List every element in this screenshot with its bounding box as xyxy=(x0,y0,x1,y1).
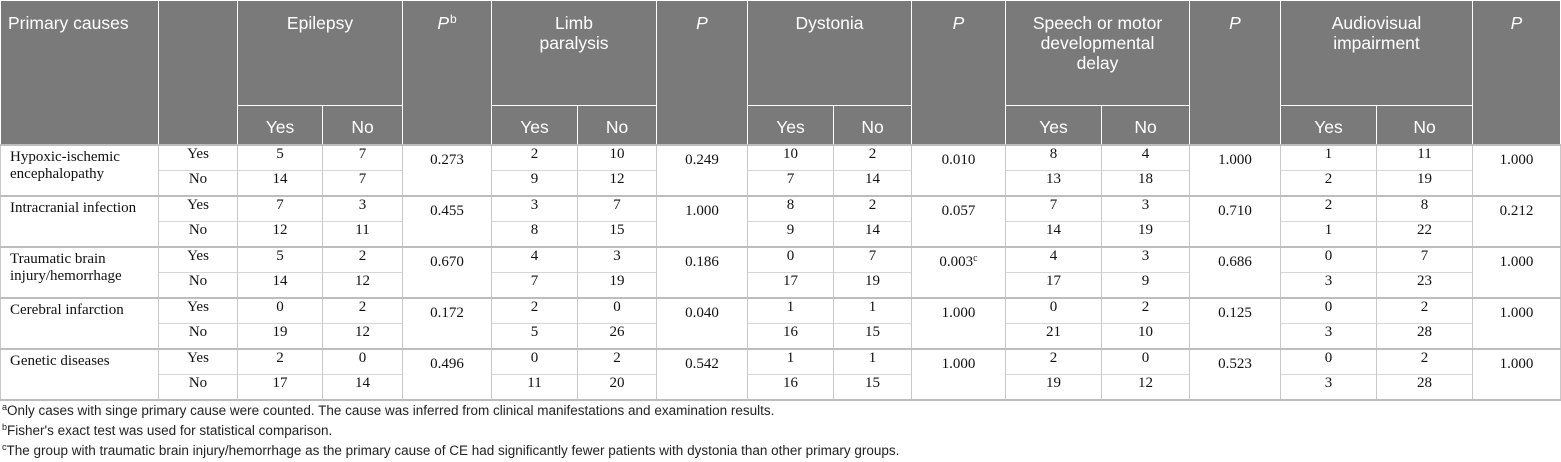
count-cell: 2 xyxy=(1006,349,1102,375)
header-group-epilepsy: Epilepsy xyxy=(238,1,403,106)
count-cell: 3 xyxy=(1281,324,1377,350)
p-value: 0.212 xyxy=(1499,203,1534,219)
p-value-cell xyxy=(403,196,492,247)
count-cell: 2 xyxy=(1281,196,1377,222)
count-cell: 3 xyxy=(578,247,657,273)
count-cell: 0 xyxy=(492,349,578,375)
count-cell: 9 xyxy=(748,222,834,248)
count-cell: 4 xyxy=(1006,247,1102,273)
footnote xyxy=(2,421,899,441)
primary-cause-cell: Traumatic brain injury/hemorrhage xyxy=(1,247,159,298)
count-cell: 18 xyxy=(1102,171,1190,197)
header-group-dystonia: Dystonia xyxy=(748,1,912,106)
count-cell: 19 xyxy=(1102,222,1190,248)
p-value-cell xyxy=(1190,196,1281,247)
p-value-cell xyxy=(912,349,1006,400)
count-cell: 8 xyxy=(1377,196,1473,222)
count-cell: 1 xyxy=(1281,222,1377,248)
count-cell: 9 xyxy=(1102,273,1190,299)
count-cell: 5 xyxy=(238,145,323,171)
p-value: 0.186 xyxy=(685,254,719,270)
count-cell: 12 xyxy=(578,171,657,197)
count-cell: 2 xyxy=(1102,298,1190,324)
p-value-cell xyxy=(1473,349,1561,400)
count-cell: 1 xyxy=(1281,145,1377,171)
count-cell: 7 xyxy=(834,247,912,273)
p-value: 0.670 xyxy=(430,254,464,270)
table-row xyxy=(1,273,1561,299)
count-cell: 4 xyxy=(1102,145,1190,171)
p-value-cell xyxy=(1473,145,1561,196)
count-cell: 2 xyxy=(834,196,912,222)
table-row xyxy=(1,222,1561,248)
table-body xyxy=(1,145,1561,400)
p-value: 0.273 xyxy=(430,152,464,168)
p-value-cell xyxy=(1190,298,1281,349)
p-value: 0.249 xyxy=(685,152,719,168)
count-cell: 0 xyxy=(1281,349,1377,375)
p-value: 0.010 xyxy=(941,152,976,168)
count-cell: 1 xyxy=(748,298,834,324)
p-value: 0.686 xyxy=(1218,254,1252,270)
header-group-speech-delay: Speech or motor developmental delay xyxy=(1006,1,1190,106)
count-cell: 2 xyxy=(1281,171,1377,197)
p-value: 1.000 xyxy=(1499,305,1534,321)
count-cell: 5 xyxy=(492,324,578,350)
count-cell: 15 xyxy=(834,324,912,350)
count-cell: 14 xyxy=(323,375,403,401)
table-row xyxy=(1,349,1561,375)
count-cell: 0 xyxy=(578,298,657,324)
table-row xyxy=(1,375,1561,401)
p-value: 1.000 xyxy=(941,356,976,372)
p-value: 0.710 xyxy=(1218,203,1252,219)
count-cell: 11 xyxy=(323,222,403,248)
count-cell: 0 xyxy=(748,247,834,273)
header-p-epilepsy: $P^b$ xyxy=(403,1,492,146)
p-value: 0.496 xyxy=(430,356,464,372)
footnote-text: Fisher's exact test was used for statistical comparison. xyxy=(7,423,333,438)
count-cell: 10 xyxy=(578,145,657,171)
footnote-mark: c xyxy=(2,442,7,452)
header-group-limb-paralysis: Limb paralysis xyxy=(492,1,657,106)
count-cell: 2 xyxy=(492,298,578,324)
table-row xyxy=(1,247,1561,273)
p-value-cell xyxy=(403,298,492,349)
count-cell: 1 xyxy=(834,349,912,375)
row-yes-label: Yes xyxy=(159,196,238,222)
row-yes-label: Yes xyxy=(159,349,238,375)
count-cell: 28 xyxy=(1377,375,1473,401)
count-cell: 12 xyxy=(323,273,403,299)
count-cell: 13 xyxy=(1006,171,1102,197)
p-value: 1.000 xyxy=(1499,356,1534,372)
count-cell: 0 xyxy=(238,298,323,324)
table-row xyxy=(1,298,1561,324)
header-yes: Yes xyxy=(1006,106,1102,146)
count-cell: 14 xyxy=(238,171,323,197)
count-cell: 10 xyxy=(1102,324,1190,350)
count-cell: 17 xyxy=(748,273,834,299)
header-yes: Yes xyxy=(1281,106,1377,146)
count-cell: 2 xyxy=(1377,298,1473,324)
row-no-label: No xyxy=(159,324,238,350)
p-value-cell xyxy=(403,247,492,298)
p-value-cell xyxy=(1190,247,1281,298)
header-p-audiovisual: P xyxy=(1473,1,1561,146)
count-cell: 16 xyxy=(748,375,834,401)
header-no: No xyxy=(578,106,657,146)
primary-cause-cell: Intracranial infection xyxy=(1,196,159,247)
count-cell: 7 xyxy=(748,171,834,197)
header-blank xyxy=(159,1,238,146)
p-value-cell xyxy=(403,349,492,400)
header-yes: Yes xyxy=(238,106,323,146)
footnotes xyxy=(2,401,899,461)
count-cell: 3 xyxy=(1102,247,1190,273)
footnote-mark: b xyxy=(2,422,8,432)
count-cell: 10 xyxy=(748,145,834,171)
p-value-cell xyxy=(1190,145,1281,196)
count-cell: 7 xyxy=(323,145,403,171)
p-value: 0.542 xyxy=(685,356,719,372)
count-cell: 19 xyxy=(578,273,657,299)
header-p-speech-delay: P xyxy=(1190,1,1281,146)
p-value-cell xyxy=(1473,247,1561,298)
p-value: 1.000 xyxy=(1218,152,1252,168)
count-cell: 0 xyxy=(1281,298,1377,324)
p-value: 0.003 xyxy=(939,254,974,270)
p-value-cell xyxy=(657,349,748,400)
table-row xyxy=(1,171,1561,197)
row-yes-label: Yes xyxy=(159,145,238,171)
count-cell: 14 xyxy=(238,273,323,299)
table-row xyxy=(1,145,1561,171)
count-cell: 28 xyxy=(1377,324,1473,350)
count-cell: 3 xyxy=(323,196,403,222)
p-value-cell xyxy=(912,196,1006,247)
header-group-audiovisual: Audiovisual impairment xyxy=(1281,1,1473,106)
row-no-label: No xyxy=(159,273,238,299)
count-cell: 7 xyxy=(1377,247,1473,273)
count-cell: 21 xyxy=(1006,324,1102,350)
header-p-dystonia: P xyxy=(912,1,1006,146)
p-value-cell xyxy=(657,145,748,196)
p-value: 0.172 xyxy=(430,305,464,321)
count-cell: 11 xyxy=(1377,145,1473,171)
p-value-cell xyxy=(1473,298,1561,349)
p-value: 1.000 xyxy=(1499,254,1534,270)
p-value-cell xyxy=(912,145,1006,196)
p-value: 0.057 xyxy=(941,203,976,219)
count-cell: 7 xyxy=(578,196,657,222)
p-value-cell xyxy=(1190,349,1281,400)
p-value-cell xyxy=(657,298,748,349)
count-cell: 4 xyxy=(492,247,578,273)
header-no: No xyxy=(323,106,403,146)
count-cell: 14 xyxy=(1006,222,1102,248)
row-no-label: No xyxy=(159,375,238,401)
p-value: 0.040 xyxy=(685,305,719,321)
count-cell: 3 xyxy=(492,196,578,222)
p-value-cell xyxy=(912,247,1006,298)
count-cell: 0 xyxy=(323,349,403,375)
row-no-label: No xyxy=(159,171,238,197)
count-cell: 19 xyxy=(238,324,323,350)
row-yes-label: Yes xyxy=(159,298,238,324)
count-cell: 17 xyxy=(238,375,323,401)
p-value-cell xyxy=(403,145,492,196)
table-row xyxy=(1,196,1561,222)
count-cell: 20 xyxy=(578,375,657,401)
count-cell: 23 xyxy=(1377,273,1473,299)
footnote xyxy=(2,401,899,421)
count-cell: 8 xyxy=(1006,145,1102,171)
primary-cause-cell: Hypoxic-ischemic encephalopathy xyxy=(1,145,159,196)
count-cell: 1 xyxy=(834,298,912,324)
count-cell: 5 xyxy=(238,247,323,273)
header-p-limb-paralysis: P xyxy=(657,1,748,146)
count-cell: 3 xyxy=(1102,196,1190,222)
count-cell: 7 xyxy=(323,171,403,197)
table-header xyxy=(1,1,1561,146)
header-yes: Yes xyxy=(748,106,834,146)
footnote xyxy=(2,441,899,461)
count-cell: 11 xyxy=(492,375,578,401)
count-cell: 8 xyxy=(492,222,578,248)
footnote-text: Only cases with singe primary cause were counted. The cause was inferred from clinical manifestations and examination results. xyxy=(7,403,775,418)
p-value: 1.000 xyxy=(685,203,719,219)
count-cell: 26 xyxy=(578,324,657,350)
count-cell: 12 xyxy=(238,222,323,248)
p-value-cell xyxy=(1473,196,1561,247)
count-cell: 0 xyxy=(1102,349,1190,375)
primary-cause-cell: Genetic diseases xyxy=(1,349,159,400)
count-cell: 8 xyxy=(748,196,834,222)
count-cell: 19 xyxy=(834,273,912,299)
count-cell: 2 xyxy=(1377,349,1473,375)
count-cell: 2 xyxy=(238,349,323,375)
header-no: No xyxy=(834,106,912,146)
p-value: 0.455 xyxy=(430,203,464,219)
p-value-cell xyxy=(657,196,748,247)
count-cell: 9 xyxy=(492,171,578,197)
count-cell: 7 xyxy=(492,273,578,299)
count-cell: 2 xyxy=(578,349,657,375)
count-cell: 15 xyxy=(834,375,912,401)
p-value-cell xyxy=(657,247,748,298)
count-cell: 7 xyxy=(1006,196,1102,222)
row-yes-label: Yes xyxy=(159,247,238,273)
p-value: 1.000 xyxy=(941,305,976,321)
count-cell: 12 xyxy=(323,324,403,350)
p-value: 0.125 xyxy=(1218,305,1252,321)
header-no: No xyxy=(1102,106,1190,146)
footnote-text: The group with traumatic brain injury/hemorrhage as the primary cause of CE had significantly fewer patients with dystonia than other primary groups. xyxy=(6,443,900,458)
count-cell: 19 xyxy=(1377,171,1473,197)
header-no: No xyxy=(1377,106,1473,146)
table-row xyxy=(1,324,1561,350)
count-cell: 22 xyxy=(1377,222,1473,248)
count-cell: 14 xyxy=(834,171,912,197)
count-cell: 17 xyxy=(1006,273,1102,299)
header-primary-causes: Primary causes xyxy=(1,1,159,146)
count-cell: 3 xyxy=(1281,273,1377,299)
p-value: 1.000 xyxy=(1499,152,1534,168)
count-cell: 19 xyxy=(1006,375,1102,401)
count-cell: 15 xyxy=(578,222,657,248)
p-value-cell xyxy=(912,298,1006,349)
count-cell: 3 xyxy=(1281,375,1377,401)
primary-cause-cell: Cerebral infarction xyxy=(1,298,159,349)
count-cell: 0 xyxy=(1281,247,1377,273)
count-cell: 12 xyxy=(1102,375,1190,401)
count-cell: 7 xyxy=(238,196,323,222)
p-value: 0.523 xyxy=(1218,356,1252,372)
count-cell: 2 xyxy=(492,145,578,171)
count-cell: 16 xyxy=(748,324,834,350)
count-cell: 0 xyxy=(1006,298,1102,324)
footnote-mark: a xyxy=(2,402,8,412)
count-cell: 2 xyxy=(323,298,403,324)
header-yes: Yes xyxy=(492,106,578,146)
count-cell: 2 xyxy=(834,145,912,171)
count-cell: 14 xyxy=(834,222,912,248)
row-no-label: No xyxy=(159,222,238,248)
footnote-marker: c xyxy=(973,253,978,264)
count-cell: 2 xyxy=(323,247,403,273)
count-cell: 1 xyxy=(748,349,834,375)
